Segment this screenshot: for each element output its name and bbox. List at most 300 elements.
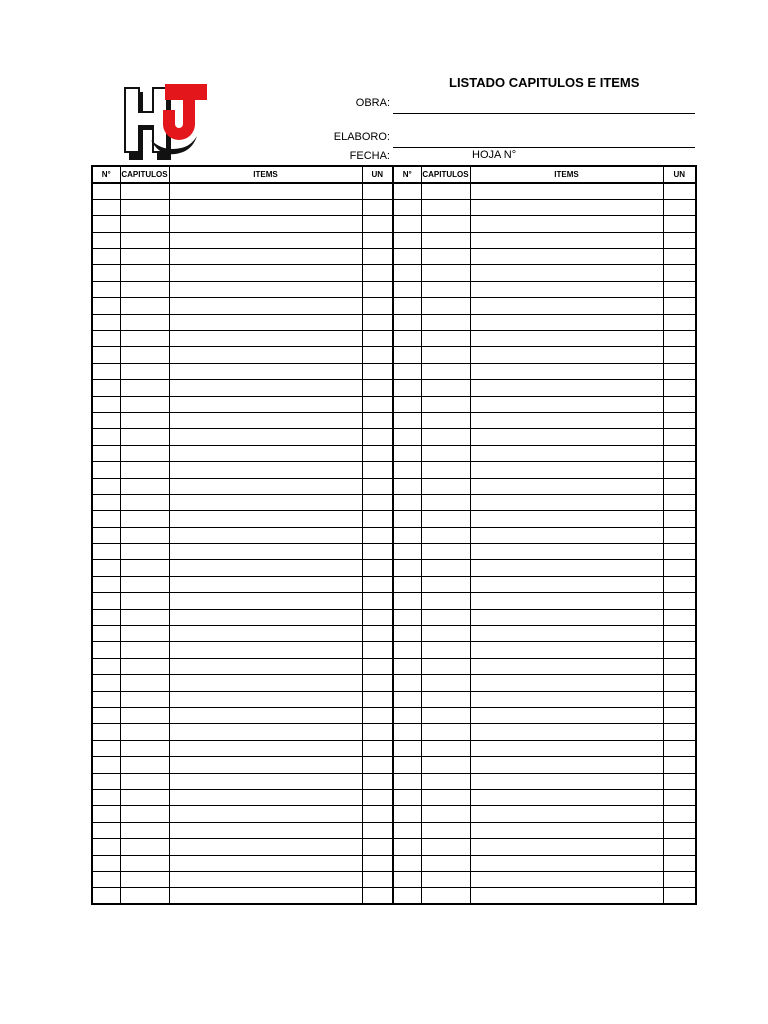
cell-capitulos[interactable] — [120, 494, 169, 510]
cell-num-2[interactable] — [393, 724, 421, 740]
cell-items[interactable] — [169, 708, 362, 724]
cell-num[interactable] — [92, 822, 120, 838]
cell-un[interactable] — [362, 839, 393, 855]
cell-capitulos-2[interactable] — [421, 839, 470, 855]
cell-capitulos[interactable] — [120, 511, 169, 527]
cell-capitulos-2[interactable] — [421, 822, 470, 838]
cell-capitulos[interactable] — [120, 249, 169, 265]
cell-capitulos-2[interactable] — [421, 445, 470, 461]
cell-un[interactable] — [362, 724, 393, 740]
cell-un[interactable] — [362, 429, 393, 445]
cell-capitulos[interactable] — [120, 232, 169, 248]
cell-un-2[interactable] — [663, 789, 696, 805]
cell-num-2[interactable] — [393, 363, 421, 379]
cell-un[interactable] — [362, 298, 393, 314]
cell-num[interactable] — [92, 380, 120, 396]
cell-capitulos-2[interactable] — [421, 363, 470, 379]
cell-capitulos-2[interactable] — [421, 806, 470, 822]
cell-capitulos-2[interactable] — [421, 576, 470, 592]
cell-un-2[interactable] — [663, 871, 696, 887]
cell-capitulos-2[interactable] — [421, 429, 470, 445]
cell-un[interactable] — [362, 396, 393, 412]
cell-num-2[interactable] — [393, 773, 421, 789]
elaboro-field[interactable] — [393, 147, 695, 148]
cell-capitulos-2[interactable] — [421, 675, 470, 691]
cell-items-2[interactable] — [470, 412, 663, 428]
cell-num-2[interactable] — [393, 708, 421, 724]
cell-capitulos-2[interactable] — [421, 544, 470, 560]
cell-items[interactable] — [169, 675, 362, 691]
cell-items[interactable] — [169, 249, 362, 265]
cell-items[interactable] — [169, 691, 362, 707]
cell-items-2[interactable] — [470, 691, 663, 707]
cell-items-2[interactable] — [470, 740, 663, 756]
cell-items-2[interactable] — [470, 314, 663, 330]
cell-capitulos[interactable] — [120, 429, 169, 445]
cell-capitulos-2[interactable] — [421, 462, 470, 478]
cell-capitulos-2[interactable] — [421, 724, 470, 740]
cell-items-2[interactable] — [470, 396, 663, 412]
cell-un-2[interactable] — [663, 839, 696, 855]
cell-items-2[interactable] — [470, 445, 663, 461]
cell-items[interactable] — [169, 199, 362, 215]
cell-un[interactable] — [362, 560, 393, 576]
cell-num-2[interactable] — [393, 822, 421, 838]
cell-num[interactable] — [92, 757, 120, 773]
cell-capitulos[interactable] — [120, 658, 169, 674]
cell-num[interactable] — [92, 626, 120, 642]
cell-un[interactable] — [362, 527, 393, 543]
cell-items[interactable] — [169, 855, 362, 871]
cell-num[interactable] — [92, 396, 120, 412]
cell-capitulos-2[interactable] — [421, 380, 470, 396]
cell-num-2[interactable] — [393, 429, 421, 445]
cell-num[interactable] — [92, 331, 120, 347]
cell-un-2[interactable] — [663, 216, 696, 232]
cell-capitulos-2[interactable] — [421, 527, 470, 543]
cell-num-2[interactable] — [393, 855, 421, 871]
cell-capitulos[interactable] — [120, 199, 169, 215]
cell-num-2[interactable] — [393, 544, 421, 560]
cell-items-2[interactable] — [470, 822, 663, 838]
cell-num-2[interactable] — [393, 265, 421, 281]
cell-num[interactable] — [92, 478, 120, 494]
cell-items[interactable] — [169, 331, 362, 347]
cell-un-2[interactable] — [663, 806, 696, 822]
cell-un[interactable] — [362, 642, 393, 658]
cell-capitulos-2[interactable] — [421, 593, 470, 609]
cell-capitulos[interactable] — [120, 445, 169, 461]
cell-items-2[interactable] — [470, 871, 663, 887]
cell-items[interactable] — [169, 593, 362, 609]
cell-num[interactable] — [92, 281, 120, 297]
cell-num[interactable] — [92, 724, 120, 740]
cell-un[interactable] — [362, 445, 393, 461]
cell-un[interactable] — [362, 199, 393, 215]
cell-un-2[interactable] — [663, 445, 696, 461]
cell-items-2[interactable] — [470, 626, 663, 642]
cell-items[interactable] — [169, 560, 362, 576]
cell-un[interactable] — [362, 380, 393, 396]
cell-capitulos[interactable] — [120, 183, 169, 199]
cell-items[interactable] — [169, 544, 362, 560]
cell-capitulos-2[interactable] — [421, 609, 470, 625]
cell-un[interactable] — [362, 789, 393, 805]
cell-num-2[interactable] — [393, 396, 421, 412]
cell-num-2[interactable] — [393, 609, 421, 625]
cell-num-2[interactable] — [393, 806, 421, 822]
cell-items[interactable] — [169, 183, 362, 199]
cell-items-2[interactable] — [470, 478, 663, 494]
cell-un[interactable] — [362, 609, 393, 625]
cell-un-2[interactable] — [663, 757, 696, 773]
cell-capitulos[interactable] — [120, 380, 169, 396]
cell-capitulos-2[interactable] — [421, 314, 470, 330]
cell-un[interactable] — [362, 544, 393, 560]
cell-un[interactable] — [362, 806, 393, 822]
cell-items-2[interactable] — [470, 429, 663, 445]
cell-num[interactable] — [92, 839, 120, 855]
cell-un-2[interactable] — [663, 740, 696, 756]
cell-un-2[interactable] — [663, 249, 696, 265]
cell-un[interactable] — [362, 593, 393, 609]
cell-items-2[interactable] — [470, 249, 663, 265]
cell-capitulos[interactable] — [120, 839, 169, 855]
cell-items[interactable] — [169, 216, 362, 232]
cell-capitulos[interactable] — [120, 691, 169, 707]
cell-un[interactable] — [362, 888, 393, 904]
cell-un[interactable] — [362, 462, 393, 478]
cell-num[interactable] — [92, 527, 120, 543]
cell-items[interactable] — [169, 724, 362, 740]
cell-num-2[interactable] — [393, 642, 421, 658]
cell-un[interactable] — [362, 216, 393, 232]
cell-capitulos[interactable] — [120, 609, 169, 625]
cell-capitulos-2[interactable] — [421, 757, 470, 773]
cell-capitulos[interactable] — [120, 724, 169, 740]
cell-un[interactable] — [362, 576, 393, 592]
cell-num-2[interactable] — [393, 331, 421, 347]
cell-num-2[interactable] — [393, 412, 421, 428]
cell-capitulos[interactable] — [120, 806, 169, 822]
cell-capitulos[interactable] — [120, 789, 169, 805]
cell-num[interactable] — [92, 265, 120, 281]
cell-items-2[interactable] — [470, 511, 663, 527]
cell-capitulos[interactable] — [120, 281, 169, 297]
cell-un-2[interactable] — [663, 281, 696, 297]
cell-capitulos[interactable] — [120, 626, 169, 642]
cell-un[interactable] — [362, 691, 393, 707]
cell-items[interactable] — [169, 773, 362, 789]
cell-items-2[interactable] — [470, 855, 663, 871]
cell-items[interactable] — [169, 658, 362, 674]
cell-items[interactable] — [169, 642, 362, 658]
cell-num-2[interactable] — [393, 740, 421, 756]
cell-items-2[interactable] — [470, 462, 663, 478]
cell-capitulos[interactable] — [120, 593, 169, 609]
cell-un-2[interactable] — [663, 822, 696, 838]
cell-items[interactable] — [169, 429, 362, 445]
cell-un[interactable] — [362, 478, 393, 494]
cell-items[interactable] — [169, 380, 362, 396]
cell-num[interactable] — [92, 298, 120, 314]
cell-items[interactable] — [169, 888, 362, 904]
cell-items-2[interactable] — [470, 675, 663, 691]
cell-un[interactable] — [362, 855, 393, 871]
cell-un[interactable] — [362, 331, 393, 347]
cell-items-2[interactable] — [470, 494, 663, 510]
cell-capitulos[interactable] — [120, 855, 169, 871]
cell-capitulos[interactable] — [120, 576, 169, 592]
cell-capitulos-2[interactable] — [421, 642, 470, 658]
cell-num[interactable] — [92, 494, 120, 510]
cell-un-2[interactable] — [663, 888, 696, 904]
cell-num[interactable] — [92, 773, 120, 789]
cell-num-2[interactable] — [393, 626, 421, 642]
cell-un-2[interactable] — [663, 658, 696, 674]
cell-num-2[interactable] — [393, 691, 421, 707]
cell-items[interactable] — [169, 576, 362, 592]
cell-items-2[interactable] — [470, 724, 663, 740]
cell-items-2[interactable] — [470, 642, 663, 658]
cell-capitulos[interactable] — [120, 363, 169, 379]
cell-items[interactable] — [169, 232, 362, 248]
cell-num[interactable] — [92, 412, 120, 428]
cell-un-2[interactable] — [663, 314, 696, 330]
cell-num-2[interactable] — [393, 839, 421, 855]
cell-un[interactable] — [362, 757, 393, 773]
cell-items-2[interactable] — [470, 183, 663, 199]
cell-num-2[interactable] — [393, 347, 421, 363]
cell-capitulos-2[interactable] — [421, 740, 470, 756]
cell-num[interactable] — [92, 642, 120, 658]
cell-capitulos-2[interactable] — [421, 560, 470, 576]
cell-num[interactable] — [92, 363, 120, 379]
cell-num[interactable] — [92, 429, 120, 445]
cell-capitulos-2[interactable] — [421, 396, 470, 412]
cell-num-2[interactable] — [393, 658, 421, 674]
cell-items[interactable] — [169, 347, 362, 363]
cell-capitulos-2[interactable] — [421, 494, 470, 510]
cell-items-2[interactable] — [470, 576, 663, 592]
cell-un[interactable] — [362, 249, 393, 265]
cell-num[interactable] — [92, 789, 120, 805]
cell-num[interactable] — [92, 855, 120, 871]
cell-capitulos[interactable] — [120, 265, 169, 281]
cell-capitulos-2[interactable] — [421, 691, 470, 707]
cell-num-2[interactable] — [393, 183, 421, 199]
cell-items[interactable] — [169, 822, 362, 838]
cell-capitulos[interactable] — [120, 478, 169, 494]
cell-un[interactable] — [362, 773, 393, 789]
cell-capitulos[interactable] — [120, 314, 169, 330]
cell-capitulos[interactable] — [120, 412, 169, 428]
cell-items-2[interactable] — [470, 347, 663, 363]
cell-num[interactable] — [92, 691, 120, 707]
cell-un-2[interactable] — [663, 478, 696, 494]
cell-un-2[interactable] — [663, 626, 696, 642]
cell-un-2[interactable] — [663, 298, 696, 314]
cell-capitulos-2[interactable] — [421, 789, 470, 805]
cell-capitulos[interactable] — [120, 675, 169, 691]
cell-capitulos-2[interactable] — [421, 347, 470, 363]
cell-capitulos-2[interactable] — [421, 183, 470, 199]
cell-un-2[interactable] — [663, 331, 696, 347]
cell-num-2[interactable] — [393, 560, 421, 576]
cell-num-2[interactable] — [393, 576, 421, 592]
cell-items-2[interactable] — [470, 560, 663, 576]
cell-num-2[interactable] — [393, 494, 421, 510]
cell-items-2[interactable] — [470, 544, 663, 560]
cell-items[interactable] — [169, 445, 362, 461]
cell-capitulos-2[interactable] — [421, 773, 470, 789]
cell-items-2[interactable] — [470, 593, 663, 609]
cell-un-2[interactable] — [663, 593, 696, 609]
cell-items[interactable] — [169, 494, 362, 510]
cell-num-2[interactable] — [393, 675, 421, 691]
cell-num[interactable] — [92, 560, 120, 576]
cell-capitulos[interactable] — [120, 331, 169, 347]
cell-num[interactable] — [92, 183, 120, 199]
cell-capitulos-2[interactable] — [421, 708, 470, 724]
cell-num-2[interactable] — [393, 281, 421, 297]
cell-un-2[interactable] — [663, 232, 696, 248]
cell-items-2[interactable] — [470, 888, 663, 904]
cell-items[interactable] — [169, 396, 362, 412]
cell-capitulos-2[interactable] — [421, 232, 470, 248]
cell-capitulos[interactable] — [120, 216, 169, 232]
cell-un[interactable] — [362, 871, 393, 887]
cell-capitulos-2[interactable] — [421, 871, 470, 887]
cell-items[interactable] — [169, 740, 362, 756]
cell-num[interactable] — [92, 675, 120, 691]
cell-un-2[interactable] — [663, 494, 696, 510]
cell-un[interactable] — [362, 675, 393, 691]
cell-capitulos-2[interactable] — [421, 265, 470, 281]
cell-un-2[interactable] — [663, 855, 696, 871]
cell-items[interactable] — [169, 281, 362, 297]
cell-un-2[interactable] — [663, 642, 696, 658]
cell-num[interactable] — [92, 658, 120, 674]
cell-un-2[interactable] — [663, 511, 696, 527]
cell-num-2[interactable] — [393, 249, 421, 265]
cell-num-2[interactable] — [393, 888, 421, 904]
cell-items-2[interactable] — [470, 658, 663, 674]
cell-capitulos-2[interactable] — [421, 281, 470, 297]
cell-num[interactable] — [92, 199, 120, 215]
cell-un-2[interactable] — [663, 773, 696, 789]
cell-capitulos-2[interactable] — [421, 199, 470, 215]
cell-num-2[interactable] — [393, 462, 421, 478]
cell-un-2[interactable] — [663, 265, 696, 281]
cell-un[interactable] — [362, 412, 393, 428]
cell-un-2[interactable] — [663, 527, 696, 543]
cell-num[interactable] — [92, 445, 120, 461]
cell-items[interactable] — [169, 609, 362, 625]
cell-items[interactable] — [169, 839, 362, 855]
cell-items[interactable] — [169, 265, 362, 281]
cell-capitulos-2[interactable] — [421, 249, 470, 265]
cell-capitulos[interactable] — [120, 642, 169, 658]
cell-capitulos[interactable] — [120, 757, 169, 773]
cell-capitulos[interactable] — [120, 298, 169, 314]
cell-num-2[interactable] — [393, 380, 421, 396]
cell-num-2[interactable] — [393, 511, 421, 527]
cell-un[interactable] — [362, 658, 393, 674]
cell-un[interactable] — [362, 363, 393, 379]
cell-num[interactable] — [92, 511, 120, 527]
cell-capitulos-2[interactable] — [421, 478, 470, 494]
cell-items[interactable] — [169, 478, 362, 494]
cell-num[interactable] — [92, 232, 120, 248]
cell-un[interactable] — [362, 281, 393, 297]
cell-items-2[interactable] — [470, 216, 663, 232]
cell-num-2[interactable] — [393, 789, 421, 805]
cell-capitulos-2[interactable] — [421, 216, 470, 232]
cell-un[interactable] — [362, 626, 393, 642]
cell-items[interactable] — [169, 363, 362, 379]
cell-items[interactable] — [169, 789, 362, 805]
cell-un-2[interactable] — [663, 609, 696, 625]
cell-items[interactable] — [169, 626, 362, 642]
obra-field[interactable] — [393, 113, 695, 114]
cell-items-2[interactable] — [470, 839, 663, 855]
cell-un-2[interactable] — [663, 412, 696, 428]
cell-items-2[interactable] — [470, 789, 663, 805]
cell-num-2[interactable] — [393, 445, 421, 461]
cell-items[interactable] — [169, 527, 362, 543]
cell-capitulos-2[interactable] — [421, 855, 470, 871]
cell-capitulos[interactable] — [120, 822, 169, 838]
cell-un[interactable] — [362, 314, 393, 330]
cell-un-2[interactable] — [663, 363, 696, 379]
cell-items-2[interactable] — [470, 331, 663, 347]
cell-num[interactable] — [92, 708, 120, 724]
cell-un[interactable] — [362, 740, 393, 756]
cell-items[interactable] — [169, 298, 362, 314]
cell-num[interactable] — [92, 740, 120, 756]
cell-items[interactable] — [169, 871, 362, 887]
cell-items[interactable] — [169, 511, 362, 527]
cell-num[interactable] — [92, 888, 120, 904]
cell-un-2[interactable] — [663, 396, 696, 412]
cell-num-2[interactable] — [393, 314, 421, 330]
cell-capitulos[interactable] — [120, 560, 169, 576]
cell-num[interactable] — [92, 871, 120, 887]
cell-items-2[interactable] — [470, 232, 663, 248]
cell-items-2[interactable] — [470, 806, 663, 822]
cell-items-2[interactable] — [470, 298, 663, 314]
cell-capitulos[interactable] — [120, 544, 169, 560]
cell-items[interactable] — [169, 757, 362, 773]
cell-num-2[interactable] — [393, 478, 421, 494]
cell-num[interactable] — [92, 806, 120, 822]
cell-un[interactable] — [362, 265, 393, 281]
cell-un-2[interactable] — [663, 675, 696, 691]
cell-un-2[interactable] — [663, 544, 696, 560]
cell-items-2[interactable] — [470, 773, 663, 789]
cell-capitulos[interactable] — [120, 527, 169, 543]
cell-items[interactable] — [169, 314, 362, 330]
cell-capitulos-2[interactable] — [421, 511, 470, 527]
cell-un-2[interactable] — [663, 347, 696, 363]
cell-capitulos[interactable] — [120, 347, 169, 363]
cell-num-2[interactable] — [393, 199, 421, 215]
cell-un-2[interactable] — [663, 576, 696, 592]
cell-un[interactable] — [362, 511, 393, 527]
cell-num[interactable] — [92, 314, 120, 330]
cell-items[interactable] — [169, 806, 362, 822]
